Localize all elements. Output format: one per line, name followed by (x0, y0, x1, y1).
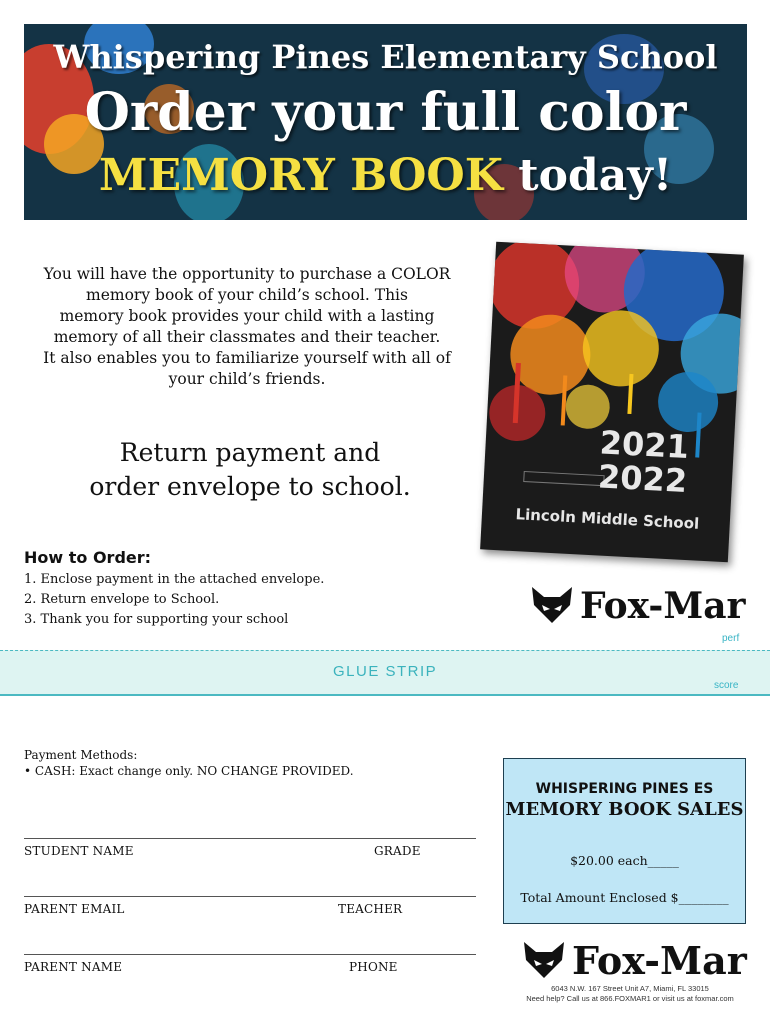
return-notice (60, 436, 440, 504)
intro-paragraph (28, 264, 466, 390)
how-to-order-title: How to Order: (24, 548, 152, 567)
parent-email-line[interactable] (24, 896, 476, 897)
intro-line: You will have the opportunity to purchase a COLOR (43, 265, 451, 283)
book-school-name: Lincoln Middle School (515, 505, 700, 533)
intro-line: It also enables you to familiarize yourself with all of (43, 349, 451, 367)
parent-name-label: PARENT NAME (24, 960, 123, 974)
price-each[interactable]: $20.00 each_____ (570, 853, 679, 868)
order-step: 1. Enclose payment in the attached envelope. (24, 572, 325, 587)
book-year-end: 2022 (597, 457, 689, 501)
score-label: score (714, 680, 739, 691)
memory-book-highlight: MEMORY BOOK (98, 150, 503, 201)
return-line: order envelope to school. (89, 472, 411, 501)
total-amount-enclosed[interactable]: Total Amount Enclosed $________ (520, 890, 729, 905)
fox-mar-logo (530, 585, 746, 629)
fox-icon (530, 585, 574, 625)
fox-mar-wordmark: Fox-Mar (580, 585, 746, 627)
payment-cash-note: • CASH: Exact change only. NO CHANGE PROVIDED. (24, 764, 354, 778)
parent-name-line[interactable] (24, 954, 476, 955)
school-name-heading: Whispering Pines Elementary School (53, 38, 718, 76)
payment-methods-title: Payment Methods: (24, 748, 138, 762)
student-name-line[interactable] (24, 838, 476, 839)
memory-book-headline (24, 150, 747, 201)
teacher-label: TEACHER (338, 902, 403, 916)
glue-strip-label: GLUE STRIP (333, 663, 438, 680)
intro-line: memory book provides your child with a lasting (59, 307, 435, 325)
help-contact: Need help? Call us at 866.FOXMAR1 or visit us at foxmar.com (526, 994, 734, 1003)
phone-label: PHONE (349, 960, 398, 974)
intro-line: memory of all their classmates and their teacher. (53, 328, 441, 346)
sales-box-school: WHISPERING PINES ES (535, 781, 714, 797)
order-step: 2. Return envelope to School. (24, 592, 220, 607)
perf-label: perf (722, 633, 740, 644)
intro-line: memory book of your child’s school. This (86, 286, 408, 304)
book-year-start: 2021 (598, 423, 690, 467)
order-headline: Order your full color (84, 82, 687, 143)
order-step: 3. Thank you for supporting your school (24, 612, 289, 627)
return-line: Return payment and (119, 438, 381, 467)
company-address: 6043 N.W. 167 Street Unit A7, Miami, FL 33015 (551, 984, 709, 993)
fox-icon (522, 940, 566, 980)
today-text: today! (502, 150, 673, 201)
fox-mar-wordmark: Fox-Mar (572, 938, 747, 983)
grade-label: GRADE (374, 844, 421, 858)
intro-line: your child’s friends. (168, 370, 326, 388)
book-cover-sample (480, 242, 744, 563)
memory-book-sales-box (503, 758, 746, 924)
parent-email-label: PARENT EMAIL (24, 902, 125, 916)
sales-box-title: MEMORY BOOK SALES (505, 799, 744, 820)
book-year (597, 425, 710, 499)
header-banner (24, 24, 747, 220)
student-name-label: STUDENT NAME (24, 844, 134, 858)
fox-mar-logo-footer (522, 938, 747, 984)
